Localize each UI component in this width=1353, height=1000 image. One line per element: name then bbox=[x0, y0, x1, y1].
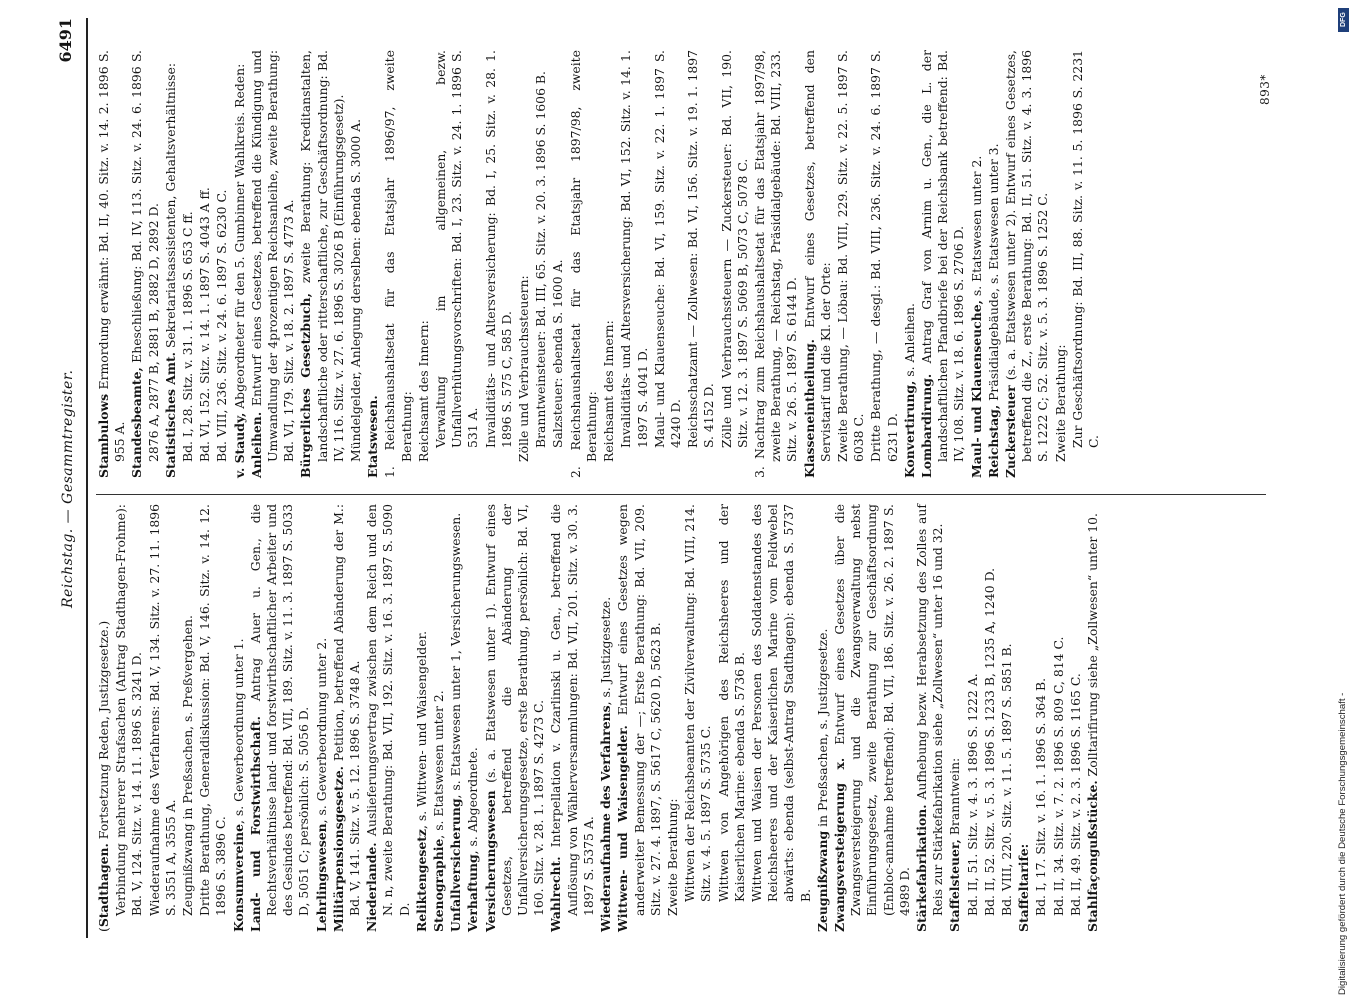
register-entry: Klasseneintheilung. Entwurf eines Gesetzes, betreffend den Servistarif und die Kl. der Orte: bbox=[801, 50, 833, 478]
register-entry bbox=[365, 50, 381, 478]
right-column bbox=[96, 50, 1103, 478]
register-entry: Land- und Forstwirthschaft. Antrag Auer u. Gen., die Rechtsverhältnisse land- und forstwirthschaftlicher Arbeiter und des Gesindes betreffend: Bd. VII, 189. Sitz. v. 11. 3. 1897 S. 5033 D, 5051 C; persönlich: S. 5056 D. bbox=[247, 504, 312, 932]
register-entry: Zölle und Verbrauchssteuern — Zuckersteuer: Bd. VII, 190. Sitz. v. 12. 3. 1897 S. 5069 B, 5073 C, 5078 C. bbox=[718, 50, 750, 448]
folio-number: 893* bbox=[1258, 74, 1272, 105]
register-entry: Reichsschatzamt — Zollwesen: Bd. VI, 156. Sitz. v. 19. 1. 1897 S. 4152 D. bbox=[685, 50, 717, 448]
entry-keyword: Konsumvereine bbox=[230, 824, 246, 932]
register-entry: Bd. II, 51. Sitz. v. 4. 3. 1896 S. 1222 A. bbox=[964, 673, 980, 916]
register-entry: Zwangsversteigerung x. Entwurf eines Gesetzes über die Zwangsversteigerung und die Zwangsverwaltung nebst Einführungsgesetz, zweite Berathung zur Geschäftsordnung (Enbloc-annahme betreffend): Bd. VII, 186. Sitz. v. 26. 2. 1897 S. 4989 D. bbox=[831, 504, 912, 932]
entry-keyword: Staffeltarife: bbox=[1016, 843, 1032, 932]
register-entry: Zeugnißzwang in Preßsachen, s. Justizgesetze. bbox=[814, 628, 830, 932]
register-entry: 3. Nachtrag zum Reichshaushaltsetat für das Etatsjahr 1897/98, zweite Berathung, — Reichstag, Präsidialgebäude: Bd. VIII, 233. Sitz. v. 26. 5. 1897 S. 6144 D. bbox=[751, 50, 800, 478]
register-entry: Bd. II, 52. Sitz. v. 5. 3. 1896 S. 1233 B, 1235 A, 1240 D. bbox=[981, 567, 997, 916]
entry-keyword: Stenographie bbox=[431, 838, 447, 932]
register-entry: Verhaftung, s. Abgeordnete. bbox=[465, 747, 481, 932]
entry-keyword: Wahlrecht. bbox=[548, 856, 564, 932]
register-entry: Niederlande. Auslieferungsvertrag zwischen dem Reich und den N. n, zweite Berathung: Bd. VII, 192. Sitz. v. 16. 3. 1897 S. 5090 D. bbox=[364, 504, 412, 932]
register-entry: Dritte Berathung, Generaldiskussion: Bd. V, 146. Sitz. v. 14. 12. 1896 S. 3896 C. bbox=[197, 504, 229, 916]
register-entry: Bd. VI, 152. Sitz. v. 14. 1. 1897 S. 4043 A ff. bbox=[197, 187, 213, 462]
entry-keyword: Lehrlingswesen bbox=[313, 823, 329, 932]
entry-keyword: Standesbeamte, bbox=[129, 367, 145, 478]
entry-keyword: Land- und Forstwirthschaft. bbox=[247, 716, 263, 932]
register-entry: Bd. II, 49. Sitz. v. 2. 3. 1896 S. 1165 C. bbox=[1067, 673, 1083, 916]
register-entry: Bd. VIII, 220. Sitz. v. 11. 5. 1897 S. 5851 B. bbox=[998, 643, 1014, 916]
entry-keyword: Stärkefabrikation. bbox=[913, 804, 929, 932]
register-entry: Stahlfaçongußstücke. Zolltarifirung siehe „Zollwesen“ unter 10. bbox=[1084, 513, 1100, 932]
page-number: 6491 bbox=[56, 18, 75, 63]
running-title: Reichstag. — Gesammtregister. bbox=[60, 369, 76, 608]
register-entry: Staffelsteuer, Branntwein: bbox=[947, 757, 963, 932]
left-column bbox=[96, 504, 1102, 932]
entry-keyword: Stadthagen. bbox=[96, 843, 111, 928]
column-divider bbox=[96, 494, 1266, 495]
register-entry: Wittwen und Waisen der Personen des Soldatenstandes des Reichsheeres und der Kaiserlichen Marine vom Feldwebel abwärts: ebenda (selbst-Antrag Stadthagen): ebenda S. 5737 B. bbox=[748, 504, 813, 902]
register-entry: Zur Geschäftsordnung: Bd. III, 88. Sitz. v. 11. 5. 1896 S. 2231 C. bbox=[1069, 50, 1101, 448]
entry-keyword: Militärpensionsgesetze. bbox=[330, 766, 346, 932]
register-entry: Branntweinsteuer: Bd. III, 65. Sitz. v. 20. 3. 1896 S. 1606 B. bbox=[533, 71, 549, 448]
header-rule bbox=[86, 18, 88, 938]
register-entry: Reichsamt des Innern: bbox=[415, 320, 431, 462]
register-entry: Wittwen der Reichsbeamten der Zivilverwaltung: Bd. VIII, 214. Sitz. v. 4. 5. 1897 S. 5735 C. bbox=[682, 504, 714, 902]
entry-keyword: Statistisches Amt. bbox=[162, 352, 178, 478]
register-entry: Invaliditäts- und Altersversicherung: Bd. VI, 152. Sitz. v. 14. 1. 1897 S. 4041 D. bbox=[618, 50, 650, 448]
register-entry bbox=[1016, 504, 1032, 932]
entry-keyword: Maul- und Klauenseuche, bbox=[968, 300, 984, 478]
register-entry: Versicherungswesen (s. a. Etatswesen unter 1). Entwurf eines Gesetzes, betreffend die Abänderung der Unfallversicherungsgesetze, erste Berathung, persönlich: Bd. VI, 160. Sitz. v. 28. 1. 1897 S. 4273 C. bbox=[482, 504, 547, 932]
digitization-note: Digitalisierung gefördert durch die Deutsche Forschungsgemeinschaft - bbox=[1337, 692, 1348, 995]
entry-keyword: Staffelsteuer, bbox=[947, 839, 963, 932]
entry-keyword: Anleihen. bbox=[248, 411, 264, 478]
register-entry: Stärkefabrikation. Aufhebung bezw. Herabsetzung des Zolles auf Reis zur Stärkefabrikation siehe „Zollwesen“ unter 16 und 32. bbox=[913, 504, 946, 932]
dfg-logo: DFG bbox=[1338, 8, 1349, 32]
register-entry: Lombardirung. Antrag Graf von Arnim u. Gen., die L. der landschaftlichen Pfandbriefe bei der Reichsbank betreffend: Bd. IV, 108. Sitz. v. 18. 6. 1896 S. 2706 D. bbox=[918, 50, 967, 478]
register-entry: Unfallversicherung, s. Etatswesen unter 1, Versicherungswesen. bbox=[448, 512, 464, 932]
entry-keyword: Wiederaufnahme des Verfahrens bbox=[598, 705, 614, 932]
register-entry: Konvertirung, s. Anleihen. bbox=[901, 303, 917, 478]
register-entry: Konsumvereine, s. Gewerbeordnung unter 1. bbox=[230, 638, 246, 932]
entry-keyword: Niederlande. bbox=[364, 842, 380, 932]
entry-keyword: Bürgerliches Gesetzbuch, bbox=[298, 293, 314, 478]
entry-keyword: Unfallversicherung bbox=[448, 798, 464, 932]
register-entry: 2. Reichshaushaltsetat für das Etatsjahr 1897/98, zweite Berathung: bbox=[567, 50, 599, 478]
register-entry: v. Staudy, Abgeordneter für den 5. Gumbinner Wahlkreis. Reden: bbox=[231, 63, 247, 478]
entry-keyword: Versicherungswesen bbox=[482, 790, 498, 932]
register-entry: Invaliditäts- und Altersversicherung: Bd. I, 25. Sitz. v. 28. 1. 1896 S. 575 C, 585 D. bbox=[482, 50, 514, 448]
entry-keyword: Klasseneintheilung. bbox=[801, 339, 817, 478]
register-entry: Lehrlingswesen, s. Gewerbeordnung unter 2. bbox=[313, 637, 329, 932]
entry-keyword: Etatswesen. bbox=[365, 395, 381, 478]
register-entry: Stenographie, s. Etatswesen unter 2. bbox=[431, 690, 447, 932]
register-entry: Maul- und Klauenseuche, s. Etatswesen unter 2. bbox=[968, 155, 984, 478]
entry-keyword: Lombardirung. bbox=[918, 373, 934, 478]
register-entry: Maul- und Klauenseuche: Bd. VI, 159. Sitz. v. 22. 1. 1897 S. 4240 D. bbox=[651, 50, 683, 448]
register-entry: Zweite Berathung, — Löbau: Bd. VIII, 229. Sitz. v. 22. 5. 1897 S. 6038 C. bbox=[834, 50, 867, 462]
register-entry: Reliktengesetz, s. Wittwen- und Waisengelder. bbox=[413, 630, 429, 932]
register-entry: Zweite Berathung: bbox=[664, 798, 680, 916]
register-entry: Zuckersteuer (s. a. Etatswesen unter 2). Entwurf eines Gesetzes, betreffend die Z., erste Berathung: Bd. II, 51. Sitz. v. 4. 3. 1896 S. 1222 C; 52. Sitz. v. 5. 3. 1896 S. 1252 C. bbox=[1002, 50, 1051, 478]
register-entry: Wittwen- und Waisengelder. Entwurf eines Gesetzes wegen anderweiter Bemessung der —; Erste Berathung: Bd. VII, 209. Sitz. v. 27. 4. 1897, S. 5617 C, 5620 D, 5623 B. bbox=[615, 504, 663, 932]
entry-keyword: Reliktengesetz bbox=[413, 829, 429, 932]
register-entry: Verwaltung im allgemeinen, bezw. Unfallverhütungsvorschriften: Bd. I, 23. Sitz. v. 24. 1. 1896 S. 531 A. bbox=[433, 50, 481, 448]
register-entry: Wittwen von Angehörigen des Reichsheeres und der Kaiserlichen Marine: ebenda S. 5736 B. bbox=[715, 504, 747, 902]
register-entry: Bd. I, 17. Sitz. v. 16. 1. 1896 S. 364 B. bbox=[1033, 677, 1049, 916]
entry-keyword: Zwangsversteigerung x. bbox=[831, 757, 847, 932]
entry-keyword: Konvertirung, bbox=[901, 380, 917, 478]
register-entry: Dritte Berathung, — desgl.: Bd. VIII, 236. Sitz. v. 24. 6. 1897 S. 6231 D. bbox=[868, 50, 900, 462]
register-entry: Zeugnißzwang in Preßsachen, s. Preßvergehen. bbox=[180, 615, 196, 916]
register-entry: Wiederaufnahme des Verfahrens: Bd. V, 134. Sitz. v. 27. 11. 1896 S. 3551 A, 3555 A. bbox=[146, 504, 178, 916]
register-entry: Bürgerliches Gesetzbuch, zweite Berathung: Kreditanstalten, landschaftliche oder ritterschaftliche, zur Geschäftsordnung: Bd. IV, 116. Sitz. v. 27. 6. 1896 S. 3026 B (Einführungsgesetz). bbox=[298, 50, 346, 478]
register-entry: Reichsamt des Innern: bbox=[601, 320, 617, 462]
entry-keyword: Reichstag, bbox=[985, 404, 1001, 478]
register-entry: 1. Reichshaushaltsetat für das Etatsjahr 1896/97, zweite Berathung: bbox=[382, 50, 414, 478]
entry-keyword: Zuckersteuer bbox=[1002, 385, 1018, 478]
entry-keyword: Wittwen- und Waisengelder. bbox=[615, 725, 631, 932]
register-entry: Bd. VIII, 236. Sitz. v. 24. 6. 1897 S. 6230 C. bbox=[214, 189, 230, 462]
register-entry: Wahlrecht. Interpellation v. Czarlinski u. Gen., betreffend die Auflösung von Wählerversammlungen: Bd. VII, 201. Sitz. v. 30. 3. 1897 S. 5375 A. bbox=[548, 504, 596, 932]
register-entry: Bd. II, 34. Sitz. v. 7. 2. 1896 S. 809 C, 814 C. bbox=[1050, 636, 1066, 916]
register-entry: Salzsteuer: ebenda S. 1600 A. bbox=[550, 259, 566, 448]
register-entry: Militärpensionsgesetze. Petition, betreffend Abänderung der M.: Bd. V, 141. Sitz. v. 5. 12. 1896 S. 3748 A. bbox=[330, 504, 363, 932]
register-entry: Bd. I, 28. Sitz. v. 31. 1. 1896 S. 653 C ff. bbox=[180, 211, 196, 462]
register-entry: Anleihen. Entwurf eines Gesetzes, betreffend die Kündigung und Umwandlung der 4prozentigen Reichsanleihe, zweite Berathung: Bd. VI, 179. Sitz. v. 18. 2. 1897 S. 4773 A. bbox=[248, 50, 297, 478]
entry-keyword: Stambulows bbox=[96, 393, 111, 478]
register-entry: (Stadthagen. Fortsetzung Reden, Justizgesetze.) bbox=[96, 620, 111, 932]
entry-keyword: Stahlfaçongußstücke. bbox=[1084, 780, 1100, 932]
register-entry: Zölle und Verbrauchssteuern: bbox=[516, 275, 532, 462]
register-entry: Stambulows Ermordung erwähnt: Bd. II, 40. Sitz. v. 14. 2. 1896 S. 955 A. bbox=[96, 50, 128, 478]
entry-keyword: Zeugnißzwang bbox=[814, 830, 830, 932]
page-header bbox=[56, 18, 84, 938]
register-entry: Reichstag, Präsidialgebäude, s. Etatswesen unter 3. bbox=[985, 143, 1001, 478]
register-entry: Zweite Berathung: bbox=[1052, 344, 1068, 462]
register-entry: Standesbeamte, Eheschließung: Bd. IV, 113. Sitz. v. 24. 6. 1896 S. 2876 A, 2877 B, 2881 B, 2882 D, 2892 D. bbox=[129, 50, 161, 478]
register-entry: Mündelgelder, Anlegung derselben: ebenda S. 3000 A. bbox=[348, 118, 364, 462]
register-entry: Statistisches Amt. Sekretariatsassistenten, Gehaltsverhältnisse: bbox=[162, 62, 178, 478]
entry-keyword: Verhaftung bbox=[465, 854, 481, 932]
entry-keyword: v. Staudy, bbox=[231, 412, 247, 478]
register-entry: Verbindung mehrerer Strafsachen (Antrag Stadthagen-Frohme): Bd. V, 124. Sitz. v. 14. 11. 1896 S. 3241 D. bbox=[113, 504, 145, 916]
register-entry: Wiederaufnahme des Verfahrens, s. Justizgesetze. bbox=[598, 596, 614, 932]
